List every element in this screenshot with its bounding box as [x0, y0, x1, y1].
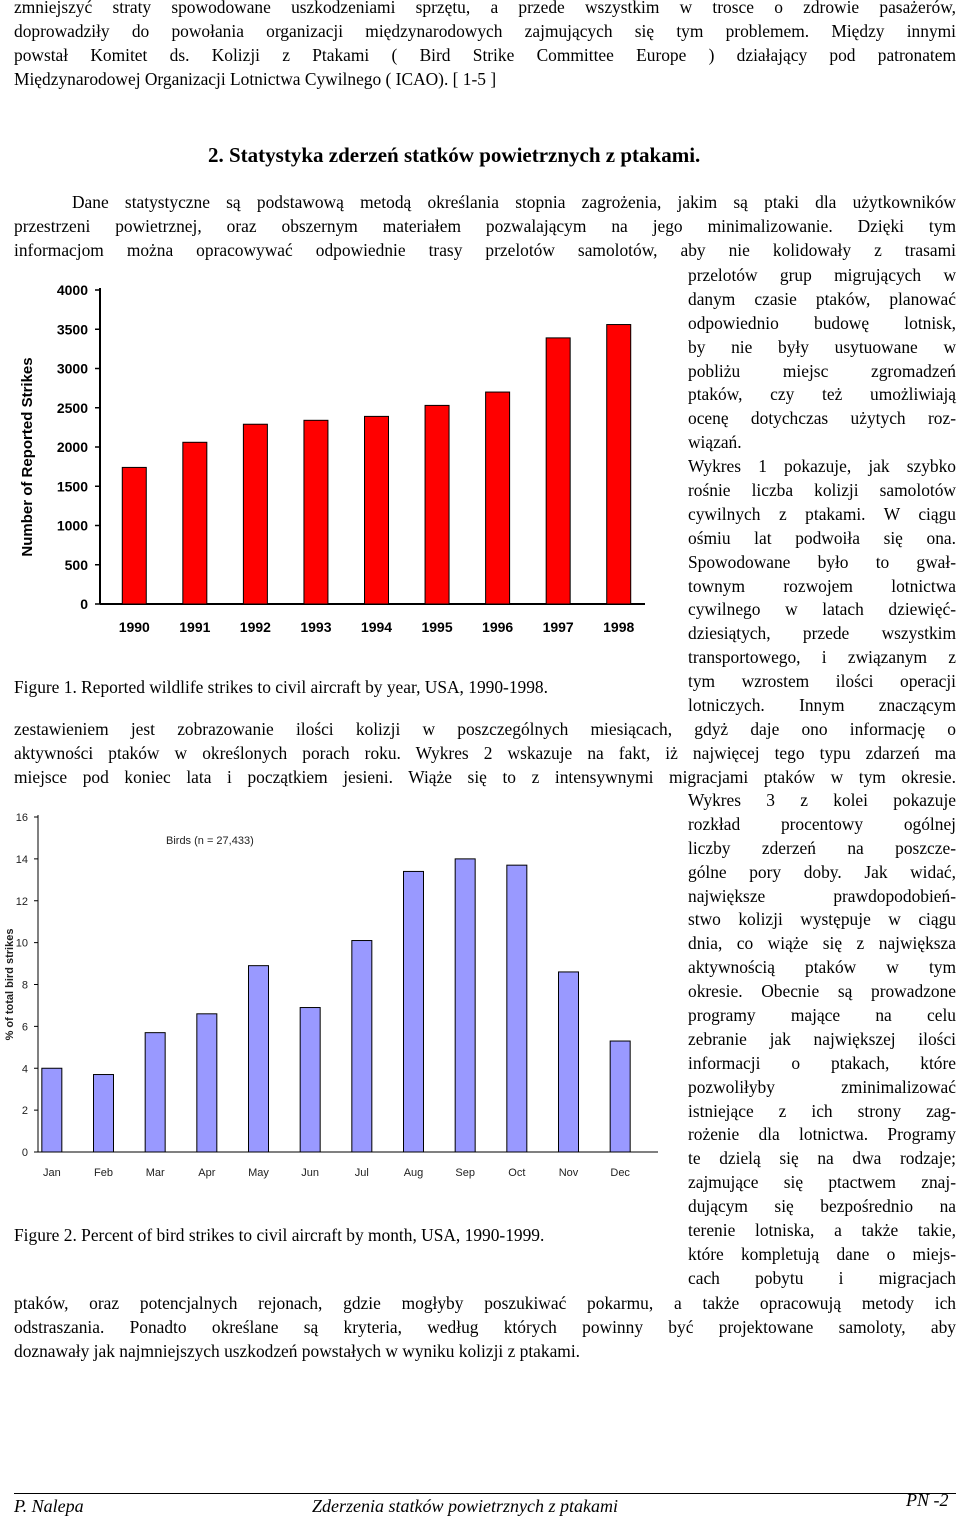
- intro-lines-line: doprowadziły do powołania organizacji międzynarodowych zajmujących się tym problemem. Między innymi: [14, 21, 956, 41]
- x-tick-label: Dec: [610, 1167, 630, 1179]
- bar-1994: [365, 416, 389, 604]
- bar-Nov: [559, 972, 579, 1152]
- bar-Jun: [300, 1008, 320, 1152]
- y-tick-label: 10: [15, 937, 28, 950]
- x-tick-label: Jan: [42, 1167, 61, 1179]
- para2-full-lines-line: miejsce pod koniec lata i początkiem jesieni. Wiąże się to z intensywnymi migracjami ptaków w tym okresie.: [14, 767, 956, 787]
- footer-rule: [14, 1493, 956, 1494]
- side2-lines-line: rożenie dla lotnictwa. Programy: [688, 1124, 956, 1145]
- y-tick-label: 4000: [56, 282, 88, 298]
- y-tick-label: 2500: [56, 399, 88, 416]
- side2-lines-line: pozwoliłyby zminimalizować: [688, 1076, 956, 1097]
- y-axis-label: Number of Reported Strikes: [19, 357, 36, 557]
- y-tick-label: 3500: [56, 321, 88, 338]
- chart-strikes-by-year: [14, 276, 664, 646]
- y-axis-label: % of total bird strikes: [4, 928, 16, 1041]
- side1-lines-line: cywilnego w latach dziewięć-: [688, 599, 956, 620]
- bar-1997: [546, 338, 570, 604]
- footer-page-number: PN -2: [906, 1490, 949, 1510]
- y-tick-label: 500: [64, 556, 88, 573]
- bar-Apr: [197, 1014, 217, 1152]
- bar-Jan: [42, 1068, 62, 1152]
- x-tick-label: 1991: [179, 619, 211, 635]
- side1-lines-line: dziesiątych, przede wszystkim: [688, 623, 956, 644]
- x-tick-label: Apr: [198, 1167, 216, 1179]
- sample-size-annotation: Birds (n = 27,433): [166, 835, 254, 847]
- side2-lines-line: istniejące z ich strony zag-: [688, 1100, 956, 1121]
- bar-1992: [243, 424, 267, 604]
- intro-lines-line: zmniejszyć straty spowodowane uszkodzeniami sprzętu, a przede wszystkim w trosce o zdrowie pasażerów,: [14, 0, 956, 17]
- bar-1995: [425, 405, 449, 604]
- y-tick-label: 12: [15, 895, 28, 908]
- y-tick-label: 1000: [56, 517, 88, 534]
- y-tick-label: 0: [21, 1147, 28, 1159]
- x-tick-label: 1992: [239, 619, 271, 635]
- bar-May: [249, 966, 269, 1152]
- para1-full-lines-line: informacjom można opracowywać odpowiednie trasy przelotów samolotów, aby nie kolidowały z trasami: [14, 240, 956, 260]
- side2-lines-line: aktywnością ptaków w tym: [688, 957, 956, 978]
- side1-lines-line: wiązań.: [688, 432, 742, 453]
- side-column-2: [688, 789, 956, 1291]
- y-tick-label: 2: [21, 1105, 28, 1118]
- side1-lines-line: przelotów grup migrujących w: [688, 265, 956, 285]
- side2-lines-line: cach pobytu i migracjach: [688, 1267, 956, 1288]
- side2-lines-line: zebranie jak największej ilości: [688, 1028, 956, 1049]
- intro-lines-line: powstał Komitet ds. Kolizji z Ptakami ( Bird Strike Committee Europe ) działający pod patronatem: [14, 45, 956, 65]
- y-tick-label: 1500: [56, 478, 88, 495]
- y-tick-label: 3000: [56, 360, 88, 377]
- footer-author: P. Nalepa: [14, 1496, 84, 1516]
- side2-lines-line: rozkład procentowy ogólnej: [688, 813, 956, 834]
- bar-Feb: [94, 1075, 114, 1152]
- x-tick-label: 1994: [360, 619, 393, 635]
- side2-lines-line: okresie. Obecnie są prowadzone: [688, 981, 956, 1002]
- side2-lines-line: które kompletują dane o miejs-: [688, 1243, 956, 1264]
- para2-full-lines-line: zestawieniem jest zobrazowanie ilości kolizji w poszczególnych miesiącach, gdyż daje ono informację o: [14, 719, 956, 739]
- side2-lines-line: terenie lotniska, a także takie,: [688, 1220, 956, 1241]
- side1-lines-line: odpowiednio budowę lotnisk,: [688, 312, 956, 333]
- bar-Sep: [455, 859, 475, 1152]
- y-tick-label: 4: [21, 1063, 28, 1076]
- side1-lines-line: ocenę dotychczas użytych roz-: [688, 408, 956, 429]
- side1-lines-line: cywilnych z ptakami. W ciągu: [688, 503, 956, 524]
- figure-2-caption: Figure 2. Percent of bird strikes to civil aircraft by month, USA, 1990-1999.: [14, 1225, 545, 1245]
- bar-Jul: [352, 941, 372, 1152]
- intro-lines-line: Międzynarodowej Organizacji Lotnictwa Cywilnego ( ICAO). [ 1-5 ]: [14, 69, 497, 89]
- side2-lines-line: zajmujące się ptactwem znaj-: [688, 1172, 956, 1193]
- bar-Dec: [610, 1041, 630, 1152]
- x-tick-label: 1997: [542, 619, 574, 635]
- bar-Mar: [145, 1033, 165, 1152]
- side1-lines-line: Wykres 1 pokazuje, jak szybko: [688, 456, 956, 477]
- para1-full-lines-line: przestrzeni powietrznej, oraz obszernym materiałem pozwalającym na jego minimalizowanie. Dzięki tym: [14, 216, 956, 236]
- x-tick-label: Jun: [301, 1167, 320, 1179]
- x-tick-label: 1998: [603, 619, 635, 635]
- para3-full-lines-line: doznawały jak najmniejszych uszkodzeń powstałych w wyniku kolizji z ptakami.: [14, 1341, 581, 1361]
- para3-full-lines-line: odstraszania. Ponadto określane są kryteria, według których powinny być projektowane samoloty, aby: [14, 1317, 956, 1337]
- figure-1-caption: Figure 1. Reported wildlife strikes to civil aircraft by year, USA, 1990-1998.: [14, 677, 548, 697]
- side2-lines-line: stwo kolizji występuje w ciągu: [688, 909, 956, 930]
- x-tick-label: 1990: [118, 619, 150, 635]
- bar-1998: [607, 325, 631, 604]
- x-tick-label: Aug: [403, 1167, 424, 1179]
- side1-lines-line: pobliżu miejsc zgromadzeń: [688, 360, 956, 381]
- side1-lines-line: ośmiu lat podwoiła się ona.: [688, 527, 956, 548]
- side2-lines-line: programy mające na celu: [688, 1005, 956, 1026]
- y-tick-label: 0: [80, 596, 88, 612]
- side1-lines-line: danym czasie ptaków, planować: [688, 288, 956, 309]
- bar-1990: [122, 467, 146, 604]
- side2-lines-line: największe prawdopodobień-: [688, 885, 956, 906]
- x-tick-label: 1995: [421, 619, 453, 635]
- side2-lines-line: te dzielą się na dwa rodzaje;: [688, 1148, 956, 1169]
- side1-lines-line: transportowego, i związanym z: [688, 647, 956, 668]
- side2-lines-line: dnia, co wiąże się z największa: [688, 933, 956, 954]
- bar-1993: [304, 420, 328, 604]
- side-column-1: [688, 264, 956, 718]
- side1-lines-line: ptaków, czy też umożliwiają: [688, 384, 956, 405]
- y-tick-label: 2000: [56, 439, 88, 455]
- para2-full-lines-line: aktywności ptaków w określonych porach roku. Wykres 2 wskazuje na fakt, iż najwięcej tego typu zdarzeń ma: [14, 743, 956, 763]
- x-tick-label: Jul: [354, 1167, 369, 1179]
- side1-lines-line: townym rozwojem lotnictwa: [688, 575, 956, 596]
- bar-Aug: [404, 871, 424, 1152]
- side2-lines-line: dującym się bezpośrednio na: [688, 1196, 956, 1217]
- side1-lines-line: rośnie liczba kolizji samolotów: [688, 480, 956, 501]
- para3-full-lines-line: ptaków, oraz potencjalnych rejonach, gdzie mogłyby poszukiwać pokarmu, a także opracowują metody ich: [14, 1293, 956, 1313]
- side2-lines-line: gólne pory doby. Jak widać,: [688, 861, 956, 882]
- chart-strikes-by-month: [0, 808, 665, 1183]
- x-tick-label: Oct: [508, 1167, 526, 1179]
- side1-lines-line: lotniczych. Innym znaczącym: [688, 695, 956, 716]
- footer-title: Zderzenia statków powietrznych z ptakami: [312, 1496, 618, 1516]
- section-heading: 2. Statystyka zderzeń statków powietrznych z ptakami.: [208, 143, 701, 167]
- x-tick-label: 1996: [482, 619, 514, 635]
- y-tick-label: 8: [21, 979, 28, 992]
- bar-1996: [486, 392, 510, 604]
- bar-Oct: [507, 865, 527, 1152]
- side2-lines-line: Wykres 3 z kolei pokazuje: [688, 790, 956, 810]
- x-tick-label: Mar: [145, 1167, 165, 1179]
- y-tick-label: 16: [15, 812, 28, 824]
- y-tick-label: 14: [15, 853, 28, 866]
- bar-1991: [183, 442, 207, 604]
- side1-lines-line: Spowodowane było to gwał-: [688, 551, 956, 572]
- side1-lines-line: by nie były usytuowane w: [688, 336, 956, 357]
- side1-lines-line: tym wzrostem ilości operacji: [688, 671, 956, 692]
- x-tick-label: Sep: [455, 1167, 475, 1179]
- x-tick-label: Feb: [94, 1167, 113, 1179]
- para1-full-lines-line: Dane statystyczne są podstawową metodą określania stopnia zagrożenia, jakim są ptaki dla użytkowników: [72, 192, 956, 212]
- y-tick-label: 6: [21, 1021, 28, 1034]
- x-tick-label: 1993: [300, 619, 332, 635]
- x-tick-label: May: [248, 1167, 269, 1179]
- side2-lines-line: liczby zderzeń na poszcze-: [688, 837, 956, 858]
- x-tick-label: Nov: [558, 1167, 579, 1179]
- side2-lines-line: informacji o ptakach, które: [688, 1052, 956, 1073]
